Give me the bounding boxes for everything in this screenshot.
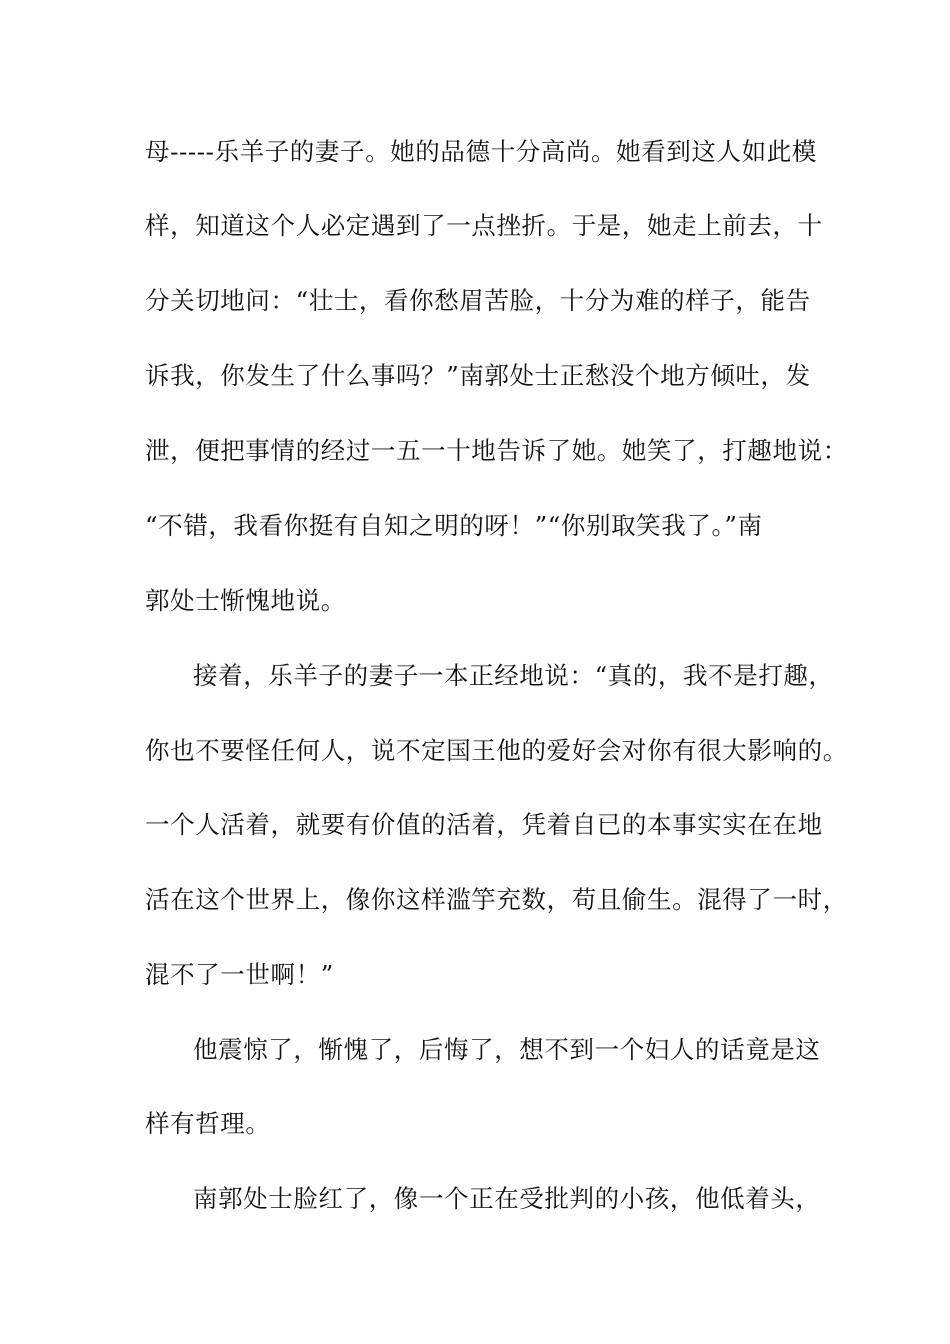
text-line: 母-----乐羊子的妻子。她的品德十分高尚。她看到这人如此模 [145, 137, 817, 166]
text-line: 诉我，你发生了什么事吗？”南郭处士正愁没个地方倾吐，发 [145, 361, 811, 390]
paragraph-first-line: 南郭处士脸红了，像一个正在受批判的小孩，他低着头， [193, 1184, 821, 1213]
text-line: 样有哲理。 [145, 1109, 271, 1138]
text-line: 你也不要怪任何人，说不定国王他的爱好会对你有很大影响的。 [145, 736, 848, 765]
text-line: 活在这个世界上，像你这样滥竽充数，苟且偷生。混得了一时， [145, 885, 848, 914]
text-line: 泄，便把事情的经过一五一十地告诉了她。她笑了，打趣地说： [145, 436, 848, 465]
text-line: 郭处士惭愧地说。 [145, 586, 346, 615]
text-line: 样，知道这个人必定遇到了一点挫折。于是，她走上前去，十 [145, 211, 823, 240]
paragraph-first-line: 他震惊了，惭愧了，后悔了，想不到一个妇人的话竟是这 [193, 1035, 821, 1064]
text-line: 一个人活着，就要有价值的活着，凭着自已的本事实实在在地 [145, 810, 823, 839]
text-line: 混不了一世啊！” [145, 960, 334, 989]
text-line: 分关切地问：“壮士，看你愁眉苦脸，十分为难的样子，能告 [145, 286, 811, 315]
paragraph-first-line: 接着，乐羊子的妻子一本正经地说：“真的，我不是打趣， [193, 661, 834, 690]
text-line: “不错，我看你挺有自知之明的呀！”“你别取笑我了。”南 [145, 511, 763, 540]
